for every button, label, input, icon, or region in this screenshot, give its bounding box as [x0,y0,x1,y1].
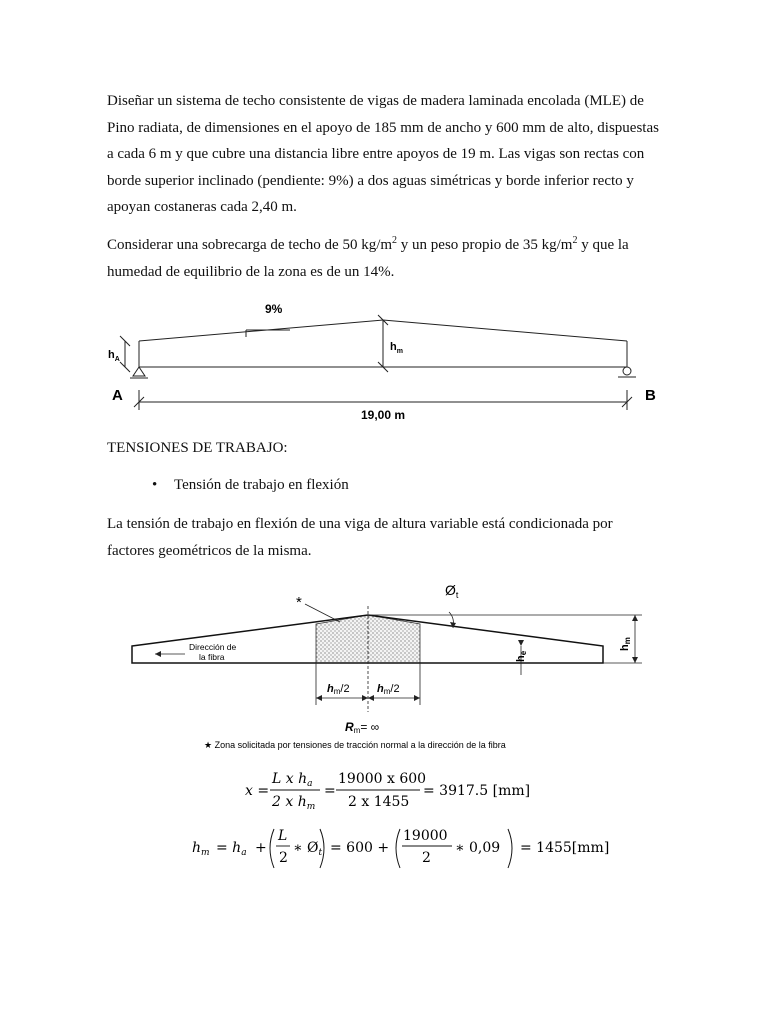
text-line: apoyan costaneras cada 2,40 m. [107,199,297,215]
phi-label: $Ø_t$ [445,582,459,600]
slope-label: 9% [265,302,283,316]
text-line: humedad de equilibrio de la zona es de un 14%. [107,263,395,280]
tapered-beam-figure [0,575,768,755]
eq2-plus: + [255,840,267,856]
eq2-lhs: $h_m$ [192,840,210,858]
eq1-equals: = [324,783,336,799]
text-line: factores geométricos de la misma. [107,542,312,559]
half-right-label: hm/2 [377,683,400,696]
eq2-result: = 1455[mm] [520,840,610,856]
ha-label: $h_A$ [108,349,120,363]
support-b-label: B [645,387,656,404]
eq2-inner2-tail: ∗ 0,09 [455,840,501,856]
asterisk-mark: * [296,594,302,611]
hm-label: hm [619,637,632,651]
support-b-icon [618,367,636,377]
eq2-inner-den: 2 [279,850,288,866]
text-line: borde superior inclinado (pendiente: 9%) a dos aguas simétricas y borde inferior recto y [107,172,634,189]
rm-label: Rm= ∞ [345,720,380,735]
eq2-inner2-den: 2 [422,850,431,866]
text-line: Considerar una sobrecarga de techo de 50 $kg/m^2$ y un peso propio de 35 $kg/m^2$ y que la [107,235,629,253]
text-line: Pino radiata, de dimensiones en el apoyo de 185 mm de ancho y 600 mm de alto, dispuestas [107,119,659,136]
eq1-frac2-num: 19000 x 600 [338,771,427,787]
explanation-paragraph [107,511,662,564]
eq1-result: = 3917.5 [mm] [423,783,531,799]
support-a-icon [130,367,148,378]
eq1-frac1-num: L x $h_a$ [272,771,313,789]
eq2-part3: = 600 + [330,840,390,856]
half-left-label: hm/2 [327,683,350,696]
zone-note: ★ Zona solicitada por tensiones de tracción normal a la dirección de la fibra [204,740,506,750]
bullet-text: Tensión de trabajo en flexión [174,477,349,493]
direction-label-line1: Dirección de [189,642,237,652]
eq2-part1: = $h_a$ [216,840,247,858]
eq1-lhs: x = [245,783,270,799]
bullet-icon: • [152,477,158,493]
problem-statement [107,88,662,221]
eq1-frac1-den: 2 x $h_m$ [272,794,316,812]
eq2-inner2-num: 19000 [403,828,448,844]
section-heading: TENSIONES DE TRABAJO: [107,440,288,456]
load-statement [107,232,662,285]
equation-hm [0,820,768,875]
support-a-label: A [112,387,123,404]
text-line: La tensión de trabajo en flexión de una viga de altura variable está condicionada por [107,516,613,532]
hm-label: $h_m$ [390,341,403,355]
he-label: he [515,650,528,662]
text-line: Diseñar un sistema de techo consistente de vigas de madera laminada encolada (MLE) de [107,93,644,109]
direction-label-line2: la fibra [199,652,225,662]
beam-elevation-figure [0,295,768,430]
eq1-frac2-den: 2 x 1455 [348,794,410,810]
equation-x [0,765,768,815]
text-line: a cada 6 m y que cubre una distancia libre entre apoyos de 19 m. Las vigas son rectas con [107,146,645,162]
span-label: 19,00 m [361,408,406,422]
eq2-inner-num: L [278,828,288,844]
eq2-inner-tail: ∗ $Ø_t$ [293,840,323,858]
